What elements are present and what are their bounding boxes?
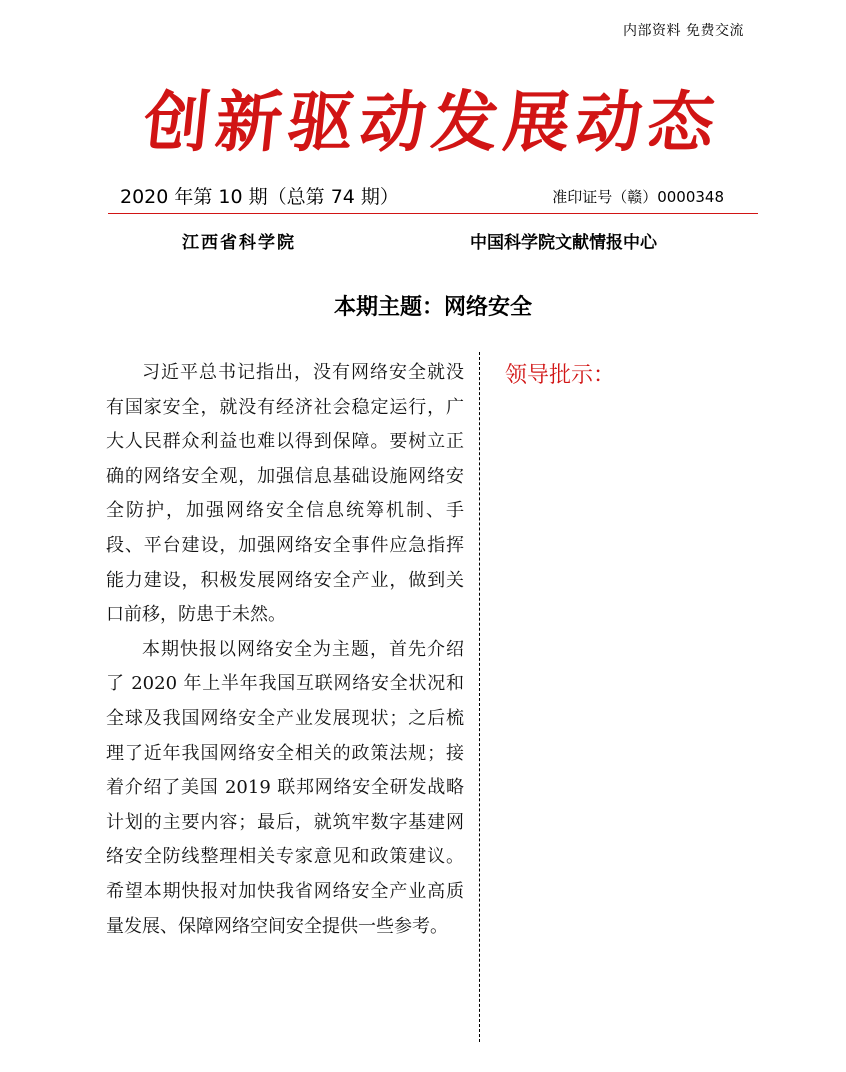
intro-body [106, 356, 464, 944]
issue-number: 2020 年第 10 期（总第 74 期） [120, 186, 399, 208]
internal-material-note: 内部资料 免费交流 [623, 23, 744, 39]
publisher-left: 江西省科学院 [182, 233, 296, 253]
issue-theme-title: 本期主题：网络安全 [333, 295, 532, 320]
column-divider [479, 352, 480, 1042]
issue-info-row [112, 182, 752, 212]
masthead-title: 创新驱动发展动态 [139, 83, 725, 161]
intro-paragraph-1: 习近平总书记指出，没有网络安全就没有国家安全，就没有经济社会稳定运行，广大人民群众利益也难以得到保障。要树立正确的网络安全观，加强信息基础设施网络安全防护，加强网络安全信息统筹机制、手段、平台建设，加强网络安全事件应急指挥能力建设，积极发展网络安全产业，做到关口前移，防患于未然。 [106, 362, 464, 626]
header-divider [108, 213, 758, 214]
leader-comments-label: 领导批示： [505, 363, 616, 388]
publisher-right: 中国科学院文献情报中心 [470, 233, 657, 253]
intro-paragraph-2: 本期快报以网络安全为主题，首先介绍了 2020 年上半年我国互联网络安全状况和全球及我国网络安全产业发展现状；之后梳理了近年我国网络安全相关的政策法规；接着介绍了美国 2019 联邦网络安全研发战略计划的主要内容；最后，就筑牢数字基建网络安全防线整理相关专家意见和政策建议。希望本期快报对加快我省网络安全产业高质量发展、保障网络空间安全提供一些参考。 [106, 638, 464, 937]
print-permit: 准印证号（赣）0000348 [552, 188, 724, 206]
